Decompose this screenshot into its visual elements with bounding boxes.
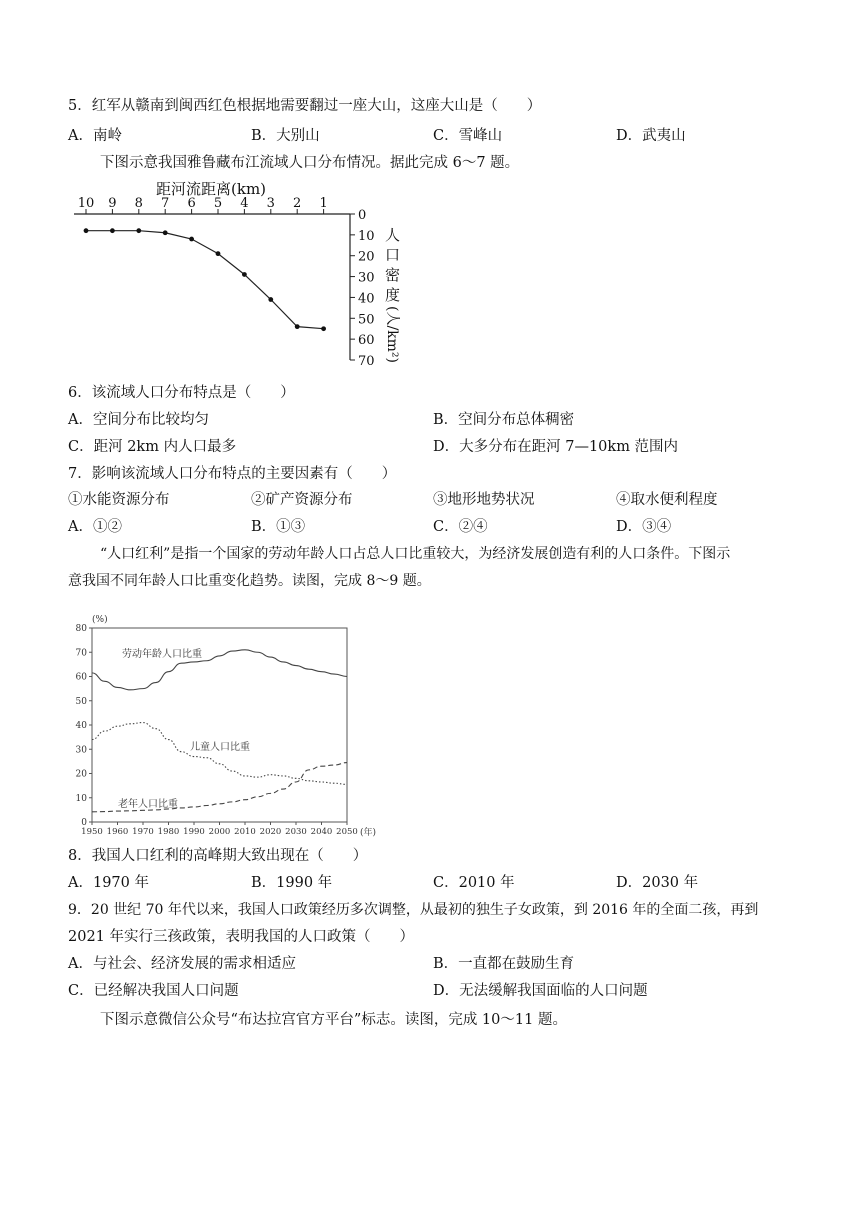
q5-stem: 5．红军从赣南到闽西红色根据地需要翻过一座大山，这座大山是（ ）	[68, 98, 542, 114]
density-point	[216, 251, 221, 256]
y-tick-label: 40	[358, 291, 375, 307]
y-tick-label: 40	[75, 721, 87, 731]
q9-option-c: C．已经解决我国人口问题	[68, 983, 239, 999]
ylabel-char: 度	[385, 286, 401, 304]
q6-option-a: A．空间分布比较均匀	[68, 412, 209, 428]
q7-option-b: B．①③	[251, 519, 306, 535]
q6-option-c: C．距河 2km 内人口最多	[68, 439, 237, 455]
chart1-title: 距河流距离(km)	[156, 180, 267, 198]
q7-factor-3: ③地形地势状况	[433, 492, 535, 508]
y-tick-label: 30	[358, 270, 375, 286]
q9-option-a: A．与社会、经济发展的需求相适应	[68, 956, 296, 972]
q5-option-a: A．南岭	[68, 128, 122, 144]
ylabel-unit: (人/km²)	[384, 306, 400, 364]
q7-option-d: D．③④	[616, 519, 672, 535]
x-tick-label: 10	[77, 196, 95, 211]
chart2-ylabel: (%)	[92, 615, 108, 625]
intro-8-9-line1: “人口红利”是指一个国家的劳动年龄人口占总人口比重较大，为经济发展创造有利的人口条件。下图示	[100, 546, 731, 562]
q8-option-c: C．2010 年	[433, 875, 515, 891]
q6-stem: 6．该流域人口分布特点是（ ）	[68, 385, 295, 401]
age-structure-chart	[62, 610, 392, 842]
y-tick-label: 10	[358, 228, 375, 244]
y-tick-label: 60	[75, 672, 87, 683]
q7-option-c: C．②④	[433, 519, 488, 535]
y-tick-label: 50	[358, 312, 375, 328]
x-tick-label: 6	[187, 196, 196, 211]
label-old: 老年人口比重	[118, 799, 178, 810]
y-tick-label: 0	[358, 208, 367, 223]
x-tick-label: 1970	[132, 827, 154, 837]
density-point	[110, 228, 115, 233]
density-point	[321, 326, 326, 331]
ylabel-char: 口	[385, 246, 401, 264]
density-point	[242, 272, 247, 277]
x-tick-label: 2050	[336, 827, 358, 837]
ylabel-char: 人	[385, 226, 401, 244]
q9-option-d: D．无法缓解我国面临的人口问题	[433, 983, 648, 999]
y-tick-label: 20	[75, 769, 87, 780]
y-tick-label: 70	[358, 354, 375, 369]
q7-stem: 7．影响该流域人口分布特点的主要因素有（ ）	[68, 466, 397, 482]
q5-option-b: B．大别山	[251, 128, 320, 144]
intro-6-7: 下图示意我国雅鲁藏布江流域人口分布情况。据此完成 6～7 题。	[100, 155, 520, 171]
chart2-xunit: (年)	[360, 828, 377, 838]
y-tick-label: 80	[75, 624, 87, 634]
x-tick-label: 9	[108, 196, 117, 211]
q8-option-d: D．2030 年	[616, 875, 699, 891]
q8-option-b: B．1990 年	[251, 875, 333, 891]
q9-stem-line2: 2021 年实行三孩政策，表明我国的人口政策（ ）	[68, 929, 415, 945]
density-point	[163, 230, 168, 235]
x-tick-label: 4	[240, 196, 249, 211]
q8-stem: 8．我国人口红利的高峰期大致出现在（ ）	[68, 848, 368, 864]
q8-option-a: A．1970 年	[68, 875, 149, 891]
q9-stem-line1: 9．20 世纪 70 年代以来，我国人口政策经历多次调整，从最初的独生子女政策，到 2016 年的全面二孩，再到	[68, 902, 759, 918]
density-point	[84, 228, 89, 233]
x-tick-label: 8	[134, 196, 143, 211]
q7-factor-4: ④取水便利程度	[616, 492, 718, 508]
y-tick-label: 60	[358, 333, 375, 349]
intro-8-9-line2: 意我国不同年龄人口比重变化趋势。读图，完成 8～9 题。	[68, 573, 431, 589]
x-tick-label: 2	[293, 196, 302, 211]
ylabel-char: 密	[385, 266, 401, 284]
y-tick-label: 30	[75, 745, 87, 756]
density-point	[189, 237, 194, 242]
y-tick-label: 50	[75, 696, 87, 707]
x-tick-label: 1980	[157, 827, 180, 837]
q7-factor-1: ①水能资源分布	[68, 492, 170, 508]
q7-option-a: A．①②	[68, 519, 122, 535]
population-density-chart	[66, 178, 426, 374]
chart1-ylabel	[384, 226, 400, 363]
x-tick-label: 5	[213, 196, 223, 211]
q9-option-b: B．一直都在鼓励生育	[433, 956, 575, 972]
q5-option-d: D．武夷山	[616, 128, 686, 144]
density-point	[268, 297, 273, 302]
x-tick-label: 2030	[285, 827, 307, 837]
y-tick-label: 70	[75, 648, 87, 659]
y-tick-label: 0	[81, 818, 87, 828]
density-point	[295, 324, 300, 329]
x-tick-label: 1990	[183, 827, 205, 837]
density-line	[86, 231, 324, 329]
x-tick-label: 2000	[208, 827, 231, 837]
intro-10-11: 下图示意微信公众号“布达拉宫官方平台”标志。读图，完成 10～11 题。	[100, 1012, 567, 1028]
q6-option-d: D．大多分布在距河 7—10km 范围内	[433, 439, 679, 455]
x-tick-label: 1950	[81, 827, 103, 837]
q5-option-c: C．雪峰山	[433, 128, 503, 144]
y-tick-label: 10	[75, 793, 87, 804]
x-tick-label: 3	[266, 196, 275, 211]
x-tick-label: 1	[319, 196, 328, 211]
series-child-line	[92, 723, 347, 785]
y-tick-label: 20	[358, 249, 375, 265]
label-work: 劳动年龄人口比重	[122, 649, 202, 660]
x-tick-label: 1960	[106, 827, 129, 837]
x-tick-label: 2020	[259, 827, 282, 837]
q7-factor-2: ②矿产资源分布	[251, 492, 353, 508]
label-child: 儿童人口比重	[190, 742, 250, 753]
q6-option-b: B．空间分布总体稠密	[433, 412, 575, 428]
x-tick-label: 2040	[310, 827, 333, 837]
density-point	[136, 228, 141, 233]
x-tick-label: 2010	[234, 827, 256, 837]
x-tick-label: 7	[161, 196, 170, 211]
